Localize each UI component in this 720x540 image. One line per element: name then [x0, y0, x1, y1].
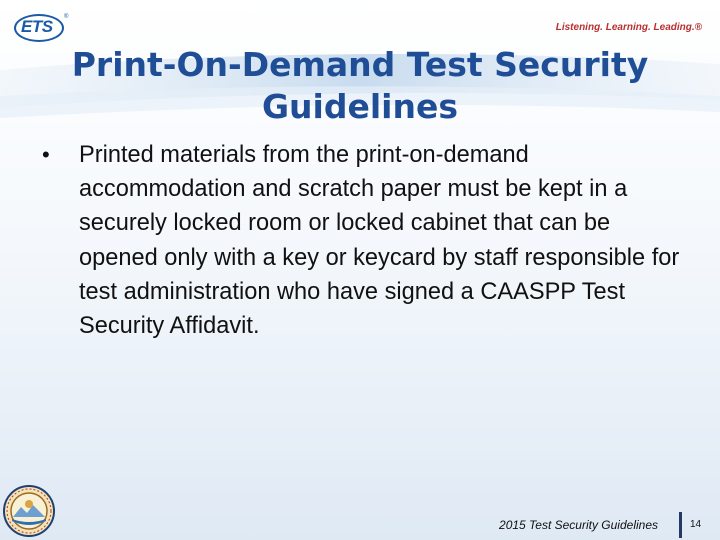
bullet-marker: •	[42, 142, 50, 167]
state-seal-icon	[3, 485, 55, 537]
footer-divider	[679, 512, 682, 538]
ets-logo	[14, 14, 68, 44]
ets-logo-text: ETS	[21, 17, 53, 36]
slide-title: Print-On-Demand Test Security Guidelines	[71, 45, 649, 126]
bullet-list	[42, 138, 692, 343]
ets-registered-mark: ®	[64, 14, 69, 20]
footer-text: 2015 Test Security Guidelines	[499, 518, 658, 532]
page-number: 14	[690, 519, 702, 530]
bullet-item	[42, 138, 692, 343]
tagline: Listening. Learning. Leading.®	[555, 22, 702, 33]
bullet-text: Printed materials from the print-on-demand accommodation and scratch paper must be kept in a securely locked room or locked cabinet that can be opened only with a key or keycard by staff responsible for test administration who have signed a CAASPP Test Security Affidavit.	[79, 142, 680, 340]
